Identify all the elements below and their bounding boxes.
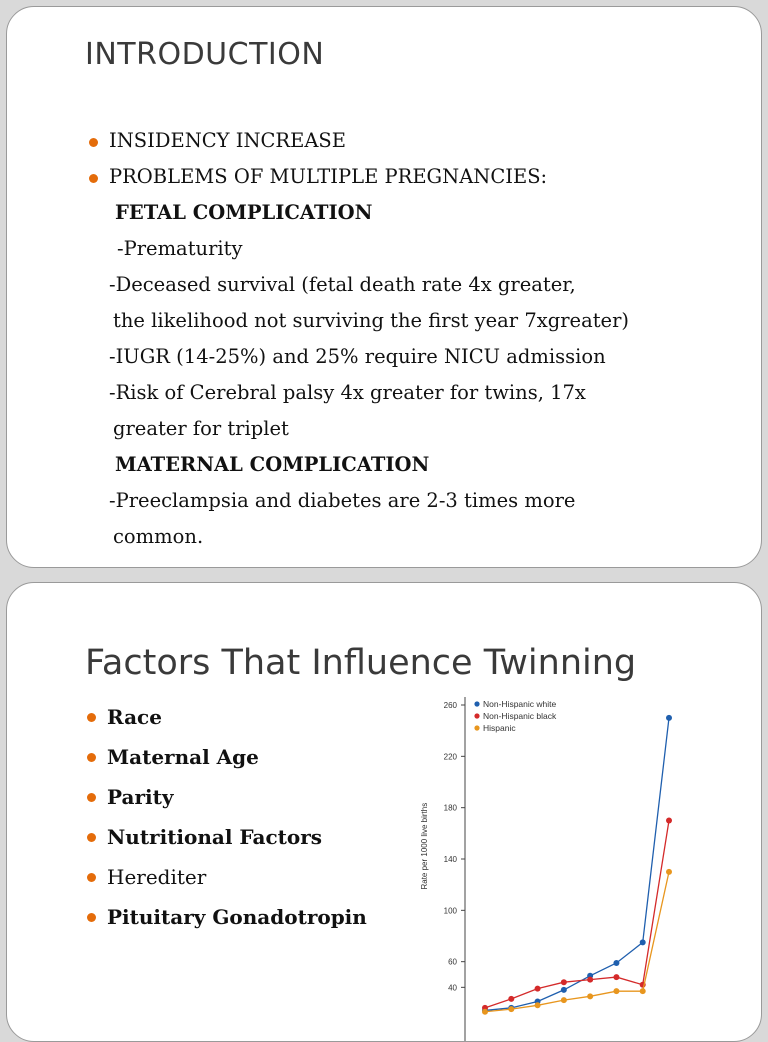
line-text: MATERNAL COMPLICATION — [115, 453, 430, 476]
body-line — [109, 447, 629, 483]
factor-text: Race — [107, 705, 162, 729]
data-point — [508, 996, 514, 1002]
data-point — [666, 715, 672, 721]
body-line — [109, 411, 629, 447]
factor-item — [107, 777, 367, 817]
body-line — [109, 339, 629, 375]
bullet-dot-icon — [87, 753, 96, 762]
body-line — [109, 483, 629, 519]
data-point — [535, 986, 541, 992]
bullet-dot-icon — [87, 873, 96, 882]
data-point — [561, 987, 567, 993]
factor-text: Parity — [107, 785, 174, 809]
slide-title: INTRODUCTION — [85, 37, 325, 72]
bullet-dot-icon — [87, 793, 96, 802]
data-point — [587, 977, 593, 983]
body-line — [109, 519, 629, 555]
body-line — [109, 231, 629, 267]
factor-list — [107, 697, 367, 937]
data-point — [587, 993, 593, 999]
line-text: common. — [113, 525, 204, 548]
body-line — [109, 375, 629, 411]
data-point — [482, 1009, 488, 1015]
line-text: greater for triplet — [113, 417, 289, 440]
legend-label: Non-Hispanic white — [483, 699, 557, 709]
bullet-dot-icon — [87, 713, 96, 722]
data-point — [561, 997, 567, 1003]
factor-text: Maternal Age — [107, 745, 259, 769]
slide-title: Factors That Influence Twinning — [85, 643, 637, 683]
factor-text: Nutritional Factors — [107, 825, 323, 849]
data-point — [613, 960, 619, 966]
legend-label: Non-Hispanic black — [483, 711, 557, 721]
slide-body — [109, 123, 629, 555]
y-tick-label: 100 — [443, 906, 457, 916]
line-text: PROBLEMS OF MULTIPLE PREGNANCIES: — [109, 165, 548, 188]
factor-text: Pituitary Gonadotropin — [107, 905, 367, 929]
data-point — [640, 988, 646, 994]
legend-marker — [474, 725, 479, 730]
body-line — [109, 303, 629, 339]
bullet-item — [109, 123, 629, 159]
series-line — [485, 821, 669, 1008]
factor-item — [107, 697, 367, 737]
line-text: -Preeclampsia and diabetes are 2-3 times more — [109, 489, 576, 512]
line-text: -IUGR (14-25%) and 25% require NICU admission — [109, 345, 606, 368]
y-tick-label: 40 — [448, 983, 457, 993]
y-tick-label: 140 — [443, 855, 457, 864]
factor-item — [107, 897, 367, 937]
slide-introduction — [6, 6, 762, 568]
factor-item — [107, 737, 367, 777]
factor-item — [107, 857, 367, 897]
line-text: -Deceased survival (fetal death rate 4x greater, — [109, 273, 576, 296]
data-point — [666, 818, 672, 824]
legend-marker — [474, 701, 479, 706]
bullet-item — [109, 159, 629, 195]
bullet-dot-icon — [87, 913, 96, 922]
body-line — [109, 267, 629, 303]
line-text: -Prematurity — [117, 237, 243, 260]
data-point — [561, 979, 567, 985]
line-text: the likelihood not surviving the first year 7xgreater) — [113, 309, 630, 332]
data-point — [613, 974, 619, 980]
y-tick-label: 220 — [443, 752, 457, 762]
twinning-rate-chart — [403, 695, 693, 1042]
y-tick-label: 260 — [443, 701, 457, 710]
series-line — [485, 718, 669, 1011]
line-text: -Risk of Cerebral palsy 4x greater for twins, 17x — [109, 381, 586, 404]
data-point — [613, 988, 619, 994]
bullet-dot-icon — [87, 833, 96, 842]
data-point — [666, 869, 672, 875]
bullet-dot-icon — [89, 138, 98, 147]
body-line — [109, 195, 629, 231]
factor-text: Herediter — [107, 865, 207, 889]
factor-item — [107, 817, 367, 857]
y-tick-label: 180 — [443, 803, 457, 813]
line-text: FETAL COMPLICATION — [115, 201, 373, 224]
y-axis-label: Rate per 1000 live births — [420, 802, 429, 890]
data-point — [640, 939, 646, 945]
legend-label: Hispanic — [483, 723, 516, 733]
data-point — [508, 1006, 514, 1012]
bullet-dot-icon — [89, 174, 98, 183]
legend-marker — [474, 713, 479, 718]
line-text: INSIDENCY INCREASE — [109, 129, 347, 152]
y-tick-label: 60 — [448, 957, 457, 967]
data-point — [535, 1002, 541, 1008]
slide-factors — [6, 582, 762, 1042]
